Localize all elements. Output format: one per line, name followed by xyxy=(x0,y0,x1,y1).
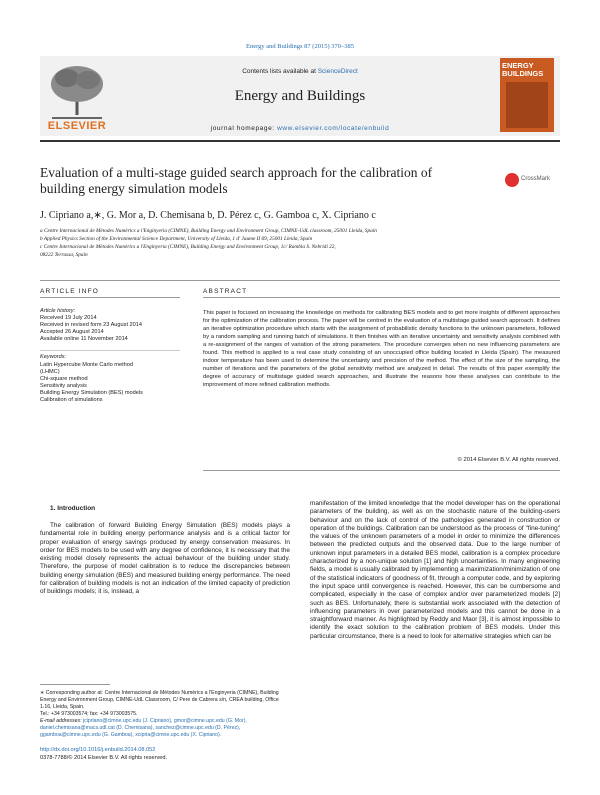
journal-name: Energy and Buildings xyxy=(234,88,366,104)
affiliation-b: b Applied Physics Section of the Environmental Science Department, University of Lleida, 1 d' Jaume II 69, 25001 Lleida, Spain xyxy=(40,236,313,242)
sciencedirect-link[interactable]: ScienceDirect xyxy=(317,68,358,75)
keyword-1: Latin Hypercube Monte Carlo method xyxy=(40,362,133,368)
doi-link[interactable]: http://dx.doi.org/10.1016/j.enbuild.2014.08.052 xyxy=(40,747,156,753)
keyword-2: (LHMC) xyxy=(40,369,60,375)
keyword-3: Chi-square method xyxy=(40,376,88,382)
copyright: © 2014 Elsevier B.V. All rights reserved. xyxy=(457,457,560,463)
crossmark-label[interactable]: CrossMark xyxy=(521,176,551,182)
crossmark-icon[interactable] xyxy=(505,173,519,187)
intro-right-column: manifestation of the limited knowledge that the model developer has on the operational parameters of the building, as well as on the stochastic nature of the building-users behaviour and on the lack of control of the pathologies generated in construction or operation of the buildings. Calibration can be understood as the process of "fine-tuning" the values of the unknown parameters of a model in order to minimize the differences between the predicted outputs and the observed data. Due to the large number of unknown input parameters in a detailed BES model, calibration is a complex procedure characterized by a non-unique solution [1] and high uncertainties. In many engineering fields, a model is usually calibrated by implementing a maximization/minimization of one of the statistical indicators of goodness of fit, through a computer code, and by exploring the input space until convergence is reached. However, this can be cumbersome and complicated, especially in the case of complex and/or over parameterized models [2] such as BES. Unfortunately, there is substantial work associated with the detection of influencing parameters in over parameterized models and this cannot be done in a straightforward manner. As highlighted by Reddy and Maor [3], it is almost impossible to identify the exact solution to the calibration problem of BES models. Under this particular circumstance, there is a need to look for alternative strategies which can be xyxy=(310,500,560,640)
intro-left-column: The calibration of forward Building Energy Simulation (BES) models plays a fundamental role in building energy performance analysis and is a critical factor for proper evaluation of energy savings produced by energy conservation measures. In order for BES models to be used with any degree of confidence, it is necessary that the existing model closely represents the actual behaviour of the building under study. Therefore, the purpose of model calibration is to reduce the discrepancies between building energy simulation (BES) and measured building energy performance. The need for calibration of building models is not an indication of the limited capacity of prediction of buildings models; it is, instead, a xyxy=(40,522,290,596)
keyword-4: Sensitivity analysis xyxy=(40,383,87,389)
issn-line: 0378-7788/© 2014 Elsevier B.V. All rights reserved. xyxy=(40,754,168,761)
affiliation-c-cont: 08222 Terrassa, Spain xyxy=(40,252,88,258)
affiliation-a: a Centre Internacional de Mètodes Numèrics a l'Enginyeria (CIMNE), Building Energy and Environment Group, CIMNE-UdL classroom, 25001 Lleida, Spain xyxy=(40,228,377,234)
abstract-end-rule xyxy=(203,470,560,471)
abstract-heading: ABSTRACT xyxy=(203,288,248,295)
homepage-link[interactable]: www.elsevier.com/locate/enbuild xyxy=(277,125,390,132)
author-list: J. Cipriano a,∗, G. Mor a, D. Chemisana b, D. Pérez c, G. Gamboa c, X. Cipriano c xyxy=(40,210,376,221)
footnote-emails: E-mail addresses: jcipriano@cimne.upc.edu (J. Cipriano), gmor@cimne.upc.edu (G. Mor), daniel.chemisana@macs.udl.cat (D. Chemisana), sanchez@cimne.upc.edu (D. Pérez), ggamboa@cimne.upc.edu (G. Gamboa), xcipria@cimne.upc.edu (X. Cipriano). xyxy=(40,718,247,738)
abstract-rule xyxy=(203,297,560,298)
history-online: Available online 11 November 2014 xyxy=(40,336,128,342)
header-divider xyxy=(40,140,560,142)
keyword-5: Building Energy Simulation (BES) models xyxy=(40,390,143,396)
footnote-corresponding: ∗ Corresponding author at: Centre Internacional de Mètodes Numèrics a l'Enginyeria (CIMNE), Building Energy and Environment Group, CIMNE-UdL Classroom, C/ Pere de Cabrera s/n, CREA building, Office 1.16, Lleida, Spain. xyxy=(40,690,279,710)
footnote-rule xyxy=(40,684,110,685)
info-divider xyxy=(40,280,560,281)
elsevier-logo-text: ELSEVIER xyxy=(47,120,107,132)
affiliation-c: c Centre Internacional de Mètodes Numèrics a l'Enginyeria (CIMNE), Building Energy and Environment Group, 1c/ Rambla S. Nebridi 22, xyxy=(40,244,336,250)
footnote xyxy=(40,690,290,739)
section-heading-introduction: 1. Introduction xyxy=(50,505,96,512)
journal-reference[interactable]: Energy and Buildings 87 (2015) 370–385 xyxy=(245,43,355,50)
abstract-text: This paper is focused on increasing the knowledge on methods for calibrating BES models and to get more insights of different approaches for the optimization of the calibration process. The paper will be centred in the evaluation of a multistage guided search approach. It defines an iterative optimization procedure which starts with the assignment of probabilistic density functions to the unknown parameters, followed by a random sampling and running batch of simulations. It then finishes with an iterative uncertainty and sensitivity analysis combined with a re-assignment of the ranges of variation of the strong parameters. The procedure converges when no new influencing parameters are found. This method is applied to a real case study consisting of an unoccupied office building located in Lleida (Spain). The measured indoor temperature has been used to determine the uncertainty and precision of the method. The effect of the size of the sampling, the number of iterations and the parameters of the global sensitivity method are analyzed in detail. The results of this paper exemplify the degree of accuracy of multistage guided search approaches, and illustrate the reasons how these analyses can contribute to the improvement of more refined calibration methods. xyxy=(203,310,560,388)
history-revised: Received in revised form 23 August 2014 xyxy=(40,322,142,328)
cover-title: ENERGY BUILDINGS xyxy=(502,61,544,78)
history-heading: Article history: xyxy=(40,308,76,314)
journal-homepage: journal homepage: www.elsevier.com/locate/enbuild xyxy=(210,125,390,132)
keywords-heading: Keywords: xyxy=(40,354,67,360)
doi-block xyxy=(40,747,290,762)
cover-image xyxy=(506,82,548,128)
history-received: Received 19 July 2014 xyxy=(40,315,97,321)
keywords-rule xyxy=(40,350,180,351)
article-info-heading: ARTICLE INFO xyxy=(40,288,100,295)
article-title: Evaluation of a multi-stage guided search approach for the calibration of building energy simulation models xyxy=(40,165,433,196)
keyword-6: Calibration of simulations xyxy=(40,397,103,403)
history-accepted: Accepted 26 August 2014 xyxy=(40,329,104,335)
footnote-tel: Tel.: +34 973003574; fax: +34 973003575. xyxy=(40,711,138,717)
article-info-rule xyxy=(40,297,180,298)
contents-line: Contents lists available at ScienceDirect xyxy=(242,68,358,75)
